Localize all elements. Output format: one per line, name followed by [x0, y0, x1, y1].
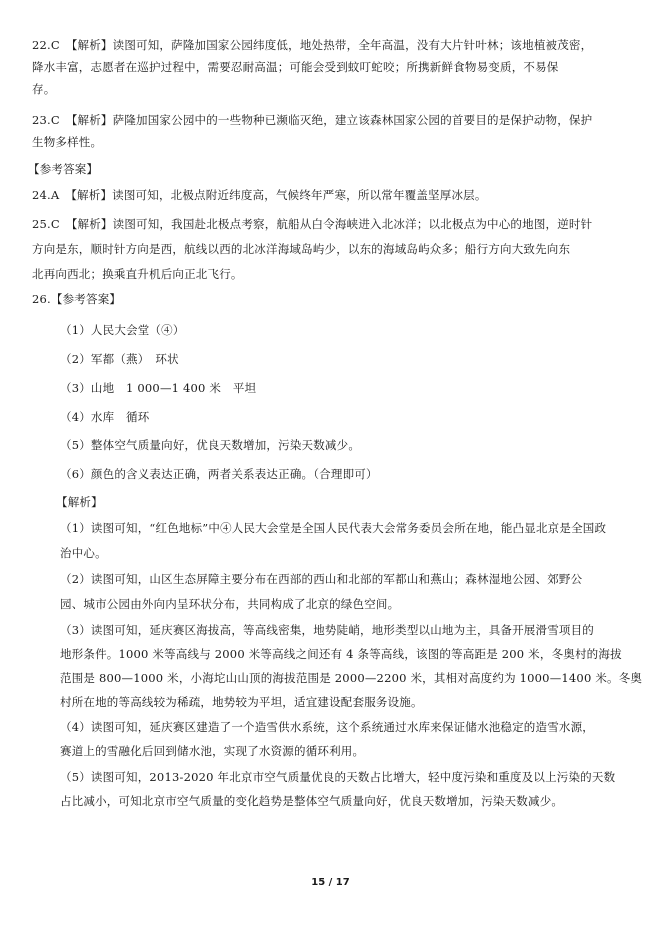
- text-line: （3）读图可知，延庆赛区海拔高，等高线密集，地势陡峭，地形类型以山地为主，具备开展滑雪项目的: [60, 623, 595, 637]
- text-line: 北再向西北；换乘直升机后向正北飞行。: [32, 267, 243, 281]
- text-line: （2）读图可知，山区生态屏障主要分布在西部的西山和北部的军都山和燕山；森林湿地公园、郊野公: [60, 572, 583, 586]
- text-line: （1）读图可知，“红色地标”中④人民大会堂是全国人民代表大会常务委员会所在地，能凸显北京是全国政: [60, 521, 607, 535]
- text-line: 赛道上的雪融化后回到储水池，实现了水资源的循环利用。: [60, 744, 365, 758]
- text-line: 生物多样性。: [32, 135, 103, 149]
- text-line: 【解析】: [56, 495, 103, 509]
- text-line: 降水丰富，志愿者在巡护过程中，需要忍耐高温；可能会受到蚊叮蛇咬；所携新鲜食物易变质，不易保: [32, 60, 559, 74]
- text-line: 22.C 【解析】读图可知，萨隆加国家公园纬度低，地处热带，全年高温，没有大片针叶林；该地植被茂密，: [32, 38, 593, 52]
- text-line: 地形条件。1000 米等高线与 2000 米等高线之间还有 4 条等高线，该图的等高距是 200 米，冬奥村的海拔: [60, 647, 622, 661]
- text-line: 存。: [32, 82, 56, 96]
- text-line: 占比减小，可知北京市空气质量的变化趋势是整体空气质量向好，优良天数增加，污染天数减少。: [60, 794, 564, 808]
- text-line: （5）整体空气质量向好，优良天数增加，污染天数减少。: [60, 438, 361, 452]
- text-line: 25.C 【解析】读图可知，我国赴北极点考察，航船从白令海峡进入北冰洋；以北极点为中心的地图，逆时针: [32, 217, 593, 231]
- text-line: 【参考答案】: [28, 162, 99, 176]
- text-line: （4）水库 循环: [60, 410, 150, 424]
- text-line: 村所在地的等高线较为稀疏，地势较为平坦，适宜建设配套服务设施。: [60, 695, 423, 709]
- text-line: （1）人民大会堂（④）: [60, 323, 185, 337]
- text-line: 23.C 【解析】萨隆加国家公园中的一些物种已濒临灭绝，建立该森林国家公园的首要目的是保护动物，保护: [32, 113, 593, 127]
- text-line: 范围是 800—1000 米，小海坨山山顶的海拔范围是 2000—2200 米，其相对高度约为 1000—1400 米。冬奥: [60, 671, 643, 685]
- text-line: （3）山地 1 000—1 400 米 平坦: [60, 381, 257, 395]
- page-number: 15 / 17: [311, 877, 350, 888]
- text-line: 治中心。: [60, 546, 107, 560]
- text-line: （2）军都（燕） 环状: [60, 352, 179, 366]
- text-line: 园、城市公园由外向内呈环状分布，共同构成了北京的绿色空间。: [60, 597, 400, 611]
- text-line: （6）颜色的含义表达正确，两者关系表达正确。（合理即可）: [60, 467, 378, 481]
- text-line: 24.A 【解析】读图可知，北极点附近纬度高，气候终年严寒，所以常年覆盖坚厚冰层。: [32, 188, 487, 202]
- text-line: （4）读图可知，延庆赛区建造了一个造雪供水系统，这个系统通过水库来保证储水池稳定的造雪水源，: [60, 720, 595, 734]
- text-line: 26.【参考答案】: [32, 292, 122, 306]
- text-line: 方向是东，顺时针方向是西，航线以西的北冰洋海域岛屿少，以东的海域岛屿众多；船行方向大致先向东: [32, 242, 571, 256]
- text-line: （5）读图可知，2013-2020 年北京市空气质量优良的天数占比增大，轻中度污染和重度及以上污染的天数: [60, 770, 616, 784]
